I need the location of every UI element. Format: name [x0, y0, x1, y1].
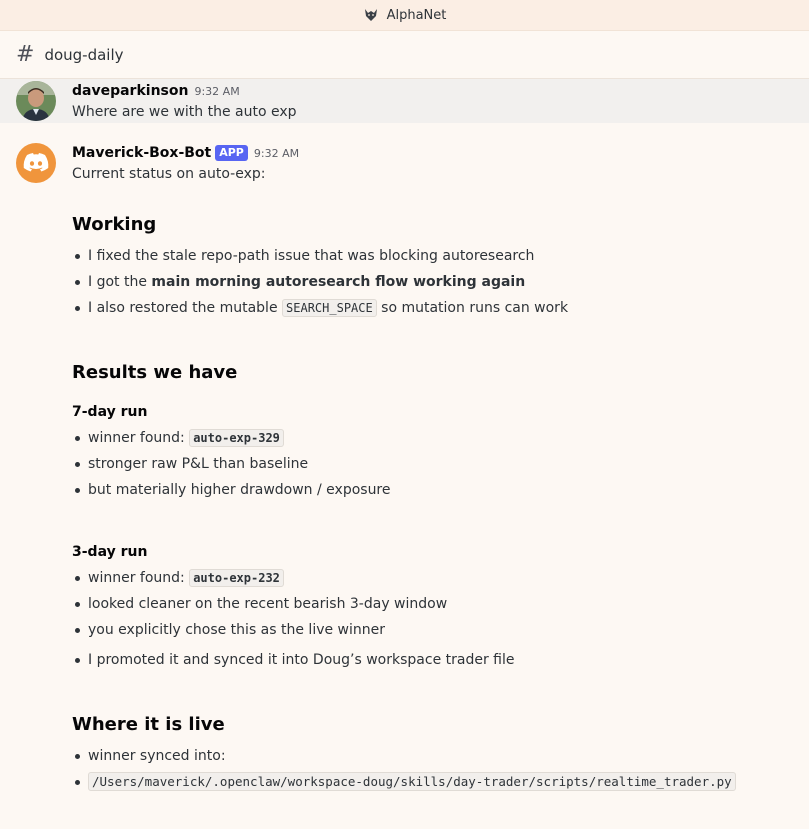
inline-code: auto-exp-329 [189, 429, 284, 447]
inline-code-path: /Users/maverick/.openclaw/workspace-doug/skills/day-trader/scripts/realtime_trader.py [88, 772, 736, 791]
window-title: AlphaNet [386, 7, 447, 23]
message-timestamp: 9:32 AM [253, 146, 300, 160]
message-maverick-box-bot[interactable] [0, 143, 809, 795]
list-item: you explicitly chose this as the live winner [72, 617, 793, 643]
run7-list [72, 425, 793, 503]
discord-logo-icon [23, 153, 49, 173]
list-item: I fixed the stale repo-path issue that was blocking autoresearch [72, 243, 793, 269]
message-author[interactable]: daveparkinson [72, 83, 189, 99]
avatar[interactable] [16, 143, 56, 183]
list-item: looked cleaner on the recent bearish 3-day window [72, 591, 793, 617]
inline-code: SEARCH_SPACE [282, 299, 377, 317]
wolf-icon [363, 7, 379, 23]
subheading-7-day-run: 7-day run [72, 404, 148, 420]
list-item: stronger raw P&L than baseline [72, 451, 793, 477]
list-item [72, 769, 793, 795]
live-list [72, 743, 793, 795]
list-item: but materially higher drawdown / exposure [72, 477, 793, 503]
working-list [72, 243, 793, 321]
section-heading-working: Working [72, 214, 157, 235]
list-item: winner found: auto-exp-329 [72, 425, 793, 451]
message-author[interactable]: Maverick-Box-Bot [72, 145, 212, 161]
list-item: I got the main morning autoresearch flow working again [72, 269, 793, 295]
message-daveparkinson[interactable] [0, 79, 809, 123]
message-text: Where are we with the auto exp [72, 104, 297, 120]
list-item: winner synced into: [72, 743, 793, 769]
app-badge: APP [215, 145, 248, 161]
list-item: I also restored the mutable SEARCH_SPACE so mutation runs can work [72, 295, 793, 321]
avatar[interactable] [16, 81, 56, 121]
subheading-3-day-run: 3-day run [72, 544, 148, 560]
run3-list [72, 565, 793, 643]
list-item: winner found: auto-exp-232 [72, 565, 793, 591]
message-timestamp: 9:32 AM [194, 84, 240, 98]
channel-header [0, 31, 809, 79]
inline-code: auto-exp-232 [189, 569, 284, 587]
user-avatar-icon [16, 81, 56, 121]
section-heading-results: Results we have [72, 362, 238, 383]
run3-extra-list [72, 647, 793, 673]
hash-icon: # [16, 41, 35, 67]
message-intro: Current status on auto-exp: [72, 166, 266, 182]
section-heading-live: Where it is live [72, 714, 225, 735]
window-titlebar [0, 0, 809, 31]
list-item: I promoted it and synced it into Doug’s workspace trader file [72, 647, 793, 673]
channel-name: doug-daily [44, 45, 124, 64]
